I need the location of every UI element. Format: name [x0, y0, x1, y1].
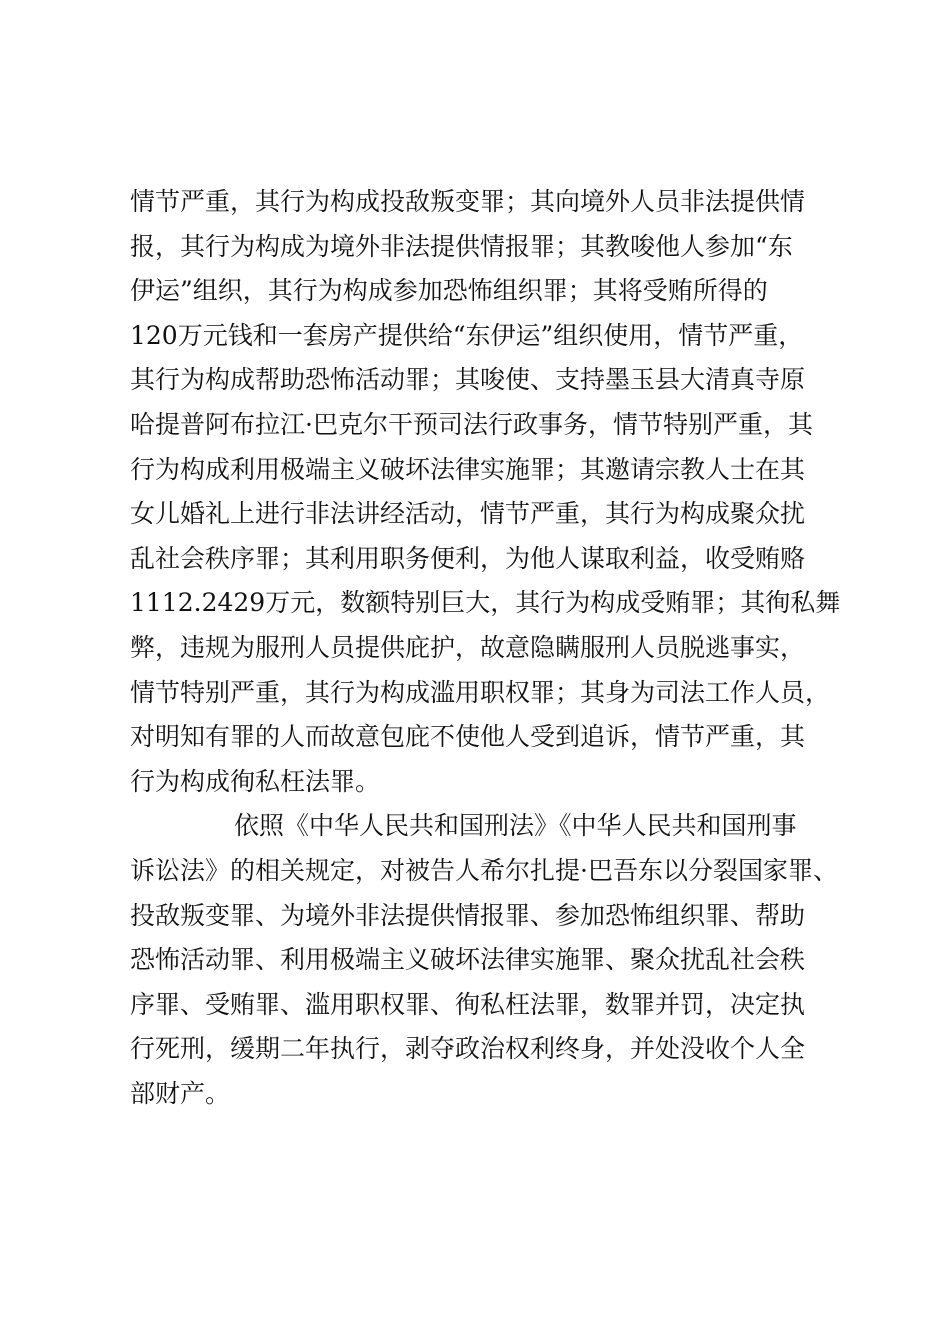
text-line: 伊运”组织，其行为构成参加恐怖组织罪；其将受贿所得的 [130, 276, 768, 306]
text-line: 行死刑，缓期二年执行，剥夺政治权利终身，并处没收个人全 [130, 1034, 806, 1064]
document-body [130, 180, 850, 1116]
text-line: 诉讼法》的相关规定，对被告人希尔扎提·巴吾东以分裂国家罪、 [130, 855, 838, 885]
text-line-indented: 依照《中华人民共和国刑法》《中华人民共和国刑事 [234, 811, 797, 841]
text-line: 对明知有罪的人而故意包庇不使他人受到追诉，情节严重，其 [130, 722, 806, 752]
text-line: 弊，违规为服刑人员提供庇护，故意隐瞒服刑人员脱逃事实， [130, 632, 806, 662]
text-line: 部财产。 [130, 1078, 231, 1108]
paragraph-verdict [130, 804, 850, 1116]
text-line: 乱社会秩序罪；其利用职务便利，为他人谋取利益，收受贿赂 [130, 543, 806, 573]
text-line: 行为构成利用极端主义破坏法律实施罪；其邀请宗教人士在其 [130, 454, 806, 484]
paragraph-charges [130, 180, 850, 804]
text-line: 其行为构成帮助恐怖活动罪；其唆使、支持墨玉县大清真寺原 [130, 365, 806, 395]
text-line: 行为构成徇私枉法罪。 [130, 766, 381, 796]
text-line: 情节特别严重，其行为构成滥用职权罪；其身为司法工作人员， [130, 677, 831, 707]
text-line: 哈提普阿布拉江·巴克尔干预司法行政事务，情节特别严重，其 [130, 409, 813, 439]
text-line: 情节严重，其行为构成投敌叛变罪；其向境外人员非法提供情 [130, 187, 806, 216]
text-line: 恐怖活动罪、利用极端主义破坏法律实施罪、聚众扰乱社会秩 [130, 945, 806, 975]
text-line: 120万元钱和一套房产提供给“东伊运”组织使用，情节严重， [130, 320, 804, 350]
text-line: 报，其行为构成为境外非法提供情报罪；其教唆他人参加“东 [130, 231, 793, 261]
text-line: 序罪、受贿罪、滥用职权罪、徇私枉法罪，数罪并罚，决定执 [130, 989, 806, 1019]
text-line: 投敌叛变罪、为境外非法提供情报罪、参加恐怖组织罪、帮助 [130, 900, 806, 930]
text-line: 1112.2429万元，数额特别巨大，其行为构成受贿罪；其徇私舞 [130, 588, 841, 618]
text-line: 女儿婚礼上进行非法讲经活动，情节严重，其行为构成聚众扰 [130, 499, 806, 529]
